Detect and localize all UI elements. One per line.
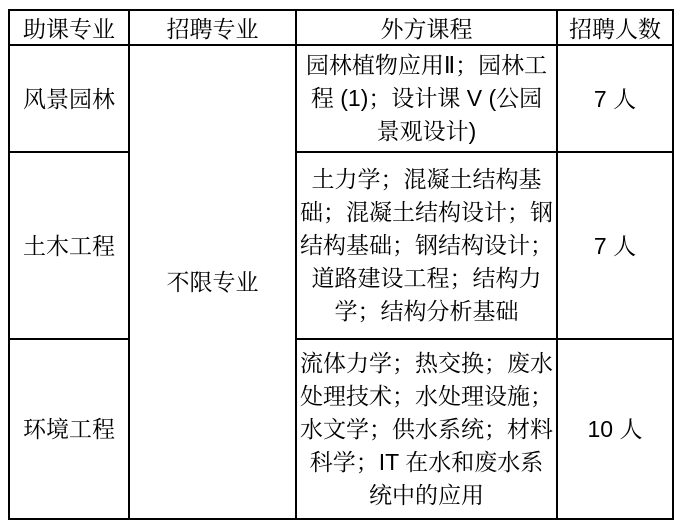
cell-recruit-major-merged: 不限专业	[129, 45, 296, 519]
cell-foreign-courses-landscape: 园林植物应用Ⅱ；园林工程 (1)；设计课 V (公园景观设计)	[296, 45, 557, 152]
cell-foreign-courses-civil: 土力学；混凝土结构基础；混凝土结构设计；钢结构基础；钢结构设计；道路建设工程；结构力学；结构分析基础	[296, 152, 557, 339]
cell-headcount-civil: 7 人	[557, 152, 673, 339]
cell-assist-major-environment: 环境工程	[9, 339, 129, 519]
header-headcount: 招聘人数	[557, 10, 673, 45]
cell-foreign-courses-environment: 流体力学；热交换；废水处理技术；水处理设施；水文学；供水系统；材料科学；IT 在水和废水系统中的应用	[296, 339, 557, 519]
cell-headcount-landscape: 7 人	[557, 45, 673, 152]
cell-assist-major-civil: 土木工程	[9, 152, 129, 339]
table-row	[9, 339, 673, 519]
cell-headcount-environment: 10 人	[557, 339, 673, 519]
cell-assist-major-landscape: 风景园林	[9, 45, 129, 152]
header-foreign-courses: 外方课程	[296, 10, 557, 45]
header-assist-major: 助课专业	[9, 10, 129, 45]
table-row	[9, 45, 673, 152]
table-row	[9, 152, 673, 339]
header-recruit-major: 招聘专业	[129, 10, 296, 45]
recruitment-table	[8, 9, 674, 520]
table-header-row	[9, 10, 673, 45]
